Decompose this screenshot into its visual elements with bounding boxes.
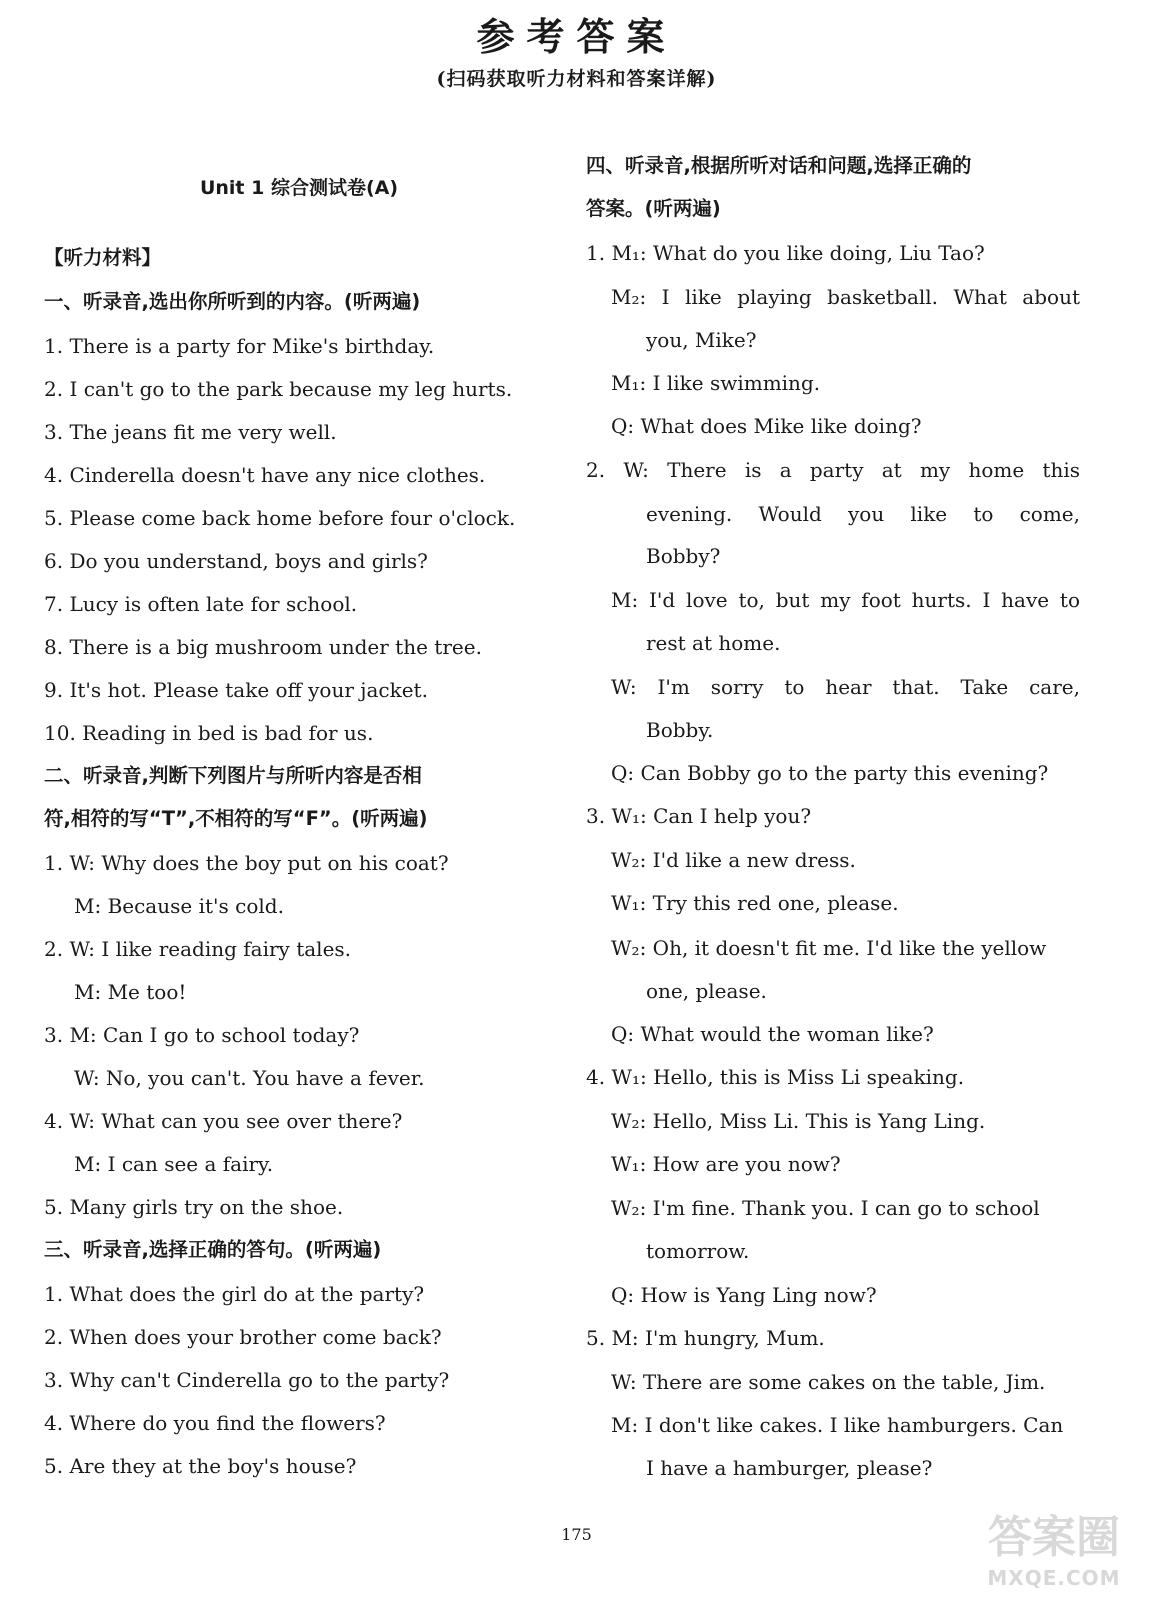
- text-line: W₂: I'd like a new dress.: [611, 848, 856, 872]
- text-line: Q: What does Mike like doing?: [611, 414, 922, 438]
- text-line: W: I'm sorry to hear that. Take care,: [611, 675, 1080, 699]
- page-title: 参考答案: [476, 15, 677, 59]
- text-line: 7. Lucy is often late for school.: [44, 592, 358, 616]
- text-line: M₁: I like swimming.: [611, 371, 821, 395]
- text-line: 1. What does the girl do at the party?: [44, 1282, 425, 1306]
- text-line: 5. Many girls try on the shoe.: [44, 1195, 344, 1219]
- section-heading: 答案。(听两遍): [586, 197, 721, 220]
- text-line: M₂: I like playing basketball. What about: [611, 285, 1080, 309]
- text-line: M: Because it's cold.: [74, 894, 284, 918]
- text-line: M: I don't like cakes. I like hamburgers. Can: [611, 1413, 1064, 1437]
- text-line: W: There are some cakes on the table, Jim.: [611, 1370, 1046, 1394]
- text-line: 10. Reading in bed is bad for us.: [44, 721, 374, 745]
- text-line: 3. The jeans fit me very well.: [44, 420, 337, 444]
- text-line: W₂: I'm fine. Thank you. I can go to school: [611, 1196, 1040, 1220]
- text-line: Q: Can Bobby go to the party this evening?: [611, 761, 1049, 785]
- text-line: 1. M₁: What do you like doing, Liu Tao?: [586, 241, 985, 265]
- page-number: 175: [561, 1525, 592, 1544]
- text-line: 9. It's hot. Please take off your jacket.: [44, 678, 428, 702]
- text-line: I have a hamburger, please?: [646, 1456, 933, 1480]
- text-line: 6. Do you understand, boys and girls?: [44, 549, 428, 573]
- page-subtitle: (扫码获取听力材料和答案详解): [436, 68, 717, 90]
- watermark-logo: 答案圈: [988, 1512, 1120, 1563]
- text-line: rest at home.: [646, 631, 781, 655]
- unit-heading: Unit 1 综合测试卷(A): [199, 177, 399, 199]
- text-line: 2. W: I like reading fairy tales.: [44, 937, 352, 961]
- text-line: Bobby.: [646, 718, 714, 742]
- text-line: 3. Why can't Cinderella go to the party?: [44, 1368, 450, 1392]
- text-line: Q: What would the woman like?: [611, 1022, 934, 1046]
- text-line: you, Mike?: [646, 328, 757, 352]
- text-line: 2. When does your brother come back?: [44, 1325, 442, 1349]
- text-line: 4. W₁: Hello, this is Miss Li speaking.: [586, 1065, 965, 1089]
- text-line: 5. M: I'm hungry, Mum.: [586, 1326, 825, 1350]
- text-line: W₂: Hello, Miss Li. This is Yang Ling.: [611, 1109, 986, 1133]
- text-line: M: I can see a fairy.: [74, 1152, 274, 1176]
- text-line: W₂: Oh, it doesn't fit me. I'd like the yellow: [611, 936, 1047, 960]
- text-line: 3. M: Can I go to school today?: [44, 1023, 360, 1047]
- text-line: M: Me too!: [74, 980, 187, 1004]
- text-line: W₁: Try this red one, please.: [611, 891, 899, 915]
- watermark-url: MXQE.COM: [987, 1566, 1121, 1590]
- section-heading: 二、听录音,判断下列图片与所听内容是否相: [44, 764, 422, 787]
- section-heading: 一、听录音,选出你所听到的内容。(听两遍): [44, 290, 421, 313]
- text-line: 5. Please come back home before four o'clock.: [44, 506, 516, 530]
- text-line: 2. I can't go to the park because my leg hurts.: [44, 377, 513, 401]
- section-heading: 符,相符的写“T”,不相符的写“F”。(听两遍): [44, 807, 428, 830]
- text-line: 5. Are they at the boy's house?: [44, 1454, 357, 1478]
- text-line: 1. W: Why does the boy put on his coat?: [44, 851, 449, 875]
- text-line: 3. W₁: Can I help you?: [586, 804, 812, 828]
- section-heading: 三、听录音,选择正确的答句。(听两遍): [44, 1238, 382, 1261]
- text-line: M: I'd love to, but my foot hurts. I have to: [611, 588, 1080, 612]
- text-line: evening. Would you like to come,: [646, 502, 1080, 526]
- text-line: Q: How is Yang Ling now?: [611, 1283, 877, 1307]
- text-line: 4. Cinderella doesn't have any nice clothes.: [44, 463, 486, 487]
- section-heading: 【听力材料】: [44, 246, 162, 269]
- text-line: 4. Where do you find the flowers?: [44, 1411, 386, 1435]
- text-line: one, please.: [646, 979, 767, 1003]
- text-line: 2. W: There is a party at my home this: [586, 458, 1080, 482]
- text-line: 4. W: What can you see over there?: [44, 1109, 403, 1133]
- text-line: tomorrow.: [646, 1239, 750, 1263]
- text-line: W₁: How are you now?: [611, 1152, 841, 1176]
- text-line: W: No, you can't. You have a fever.: [74, 1066, 425, 1090]
- text-line: Bobby?: [646, 544, 721, 568]
- text-line: 1. There is a party for Mike's birthday.: [44, 334, 435, 358]
- section-heading: 四、听录音,根据所听对话和问题,选择正确的: [586, 154, 972, 177]
- text-line: 8. There is a big mushroom under the tree.: [44, 635, 482, 659]
- watermark: [965, 1512, 1143, 1592]
